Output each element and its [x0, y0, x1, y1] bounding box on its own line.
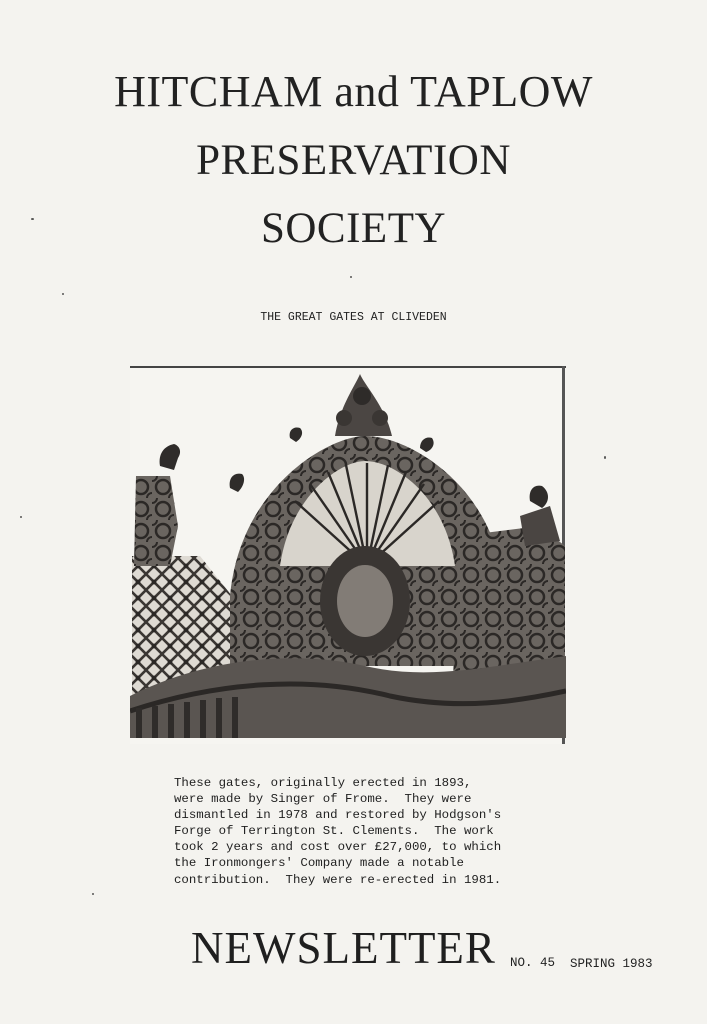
photo-caption: THE GREAT GATES AT CLIVEDEN [260, 311, 447, 324]
paper-speck [604, 456, 606, 459]
issue-number: NO. 45 [510, 956, 556, 970]
newsletter-heading: NEWSLETTER [191, 923, 496, 973]
gate-illustration [130, 366, 566, 744]
description-line: were made by Singer of Frome. They were [174, 792, 472, 807]
paper-speck [92, 893, 94, 895]
society-title-line-3: SOCIETY [260, 205, 447, 252]
description-line: Forge of Terrington St. Clements. The work [174, 824, 494, 839]
gates-description [174, 775, 554, 888]
paper-speck [62, 293, 64, 295]
society-title-line-1: HITCHAM and TAPLOW [114, 67, 593, 116]
paper-speck [20, 516, 22, 518]
cliveden-gates-photo [130, 366, 566, 744]
description-line: contribution. They were re-erected in 1981. [174, 872, 502, 887]
description-line: took 2 years and cost over £27,000, to which [174, 840, 502, 855]
description-line: the Ironmongers' Company made a notable [174, 856, 464, 871]
paper-speck [350, 276, 352, 278]
issue-season: SPRING 1983 [570, 957, 653, 971]
society-title-line-2: PRESERVATION [196, 137, 511, 184]
description-line: These gates, originally erected in 1893, [174, 776, 472, 790]
description-line: dismantled in 1978 and restored by Hodgson's [174, 808, 502, 823]
